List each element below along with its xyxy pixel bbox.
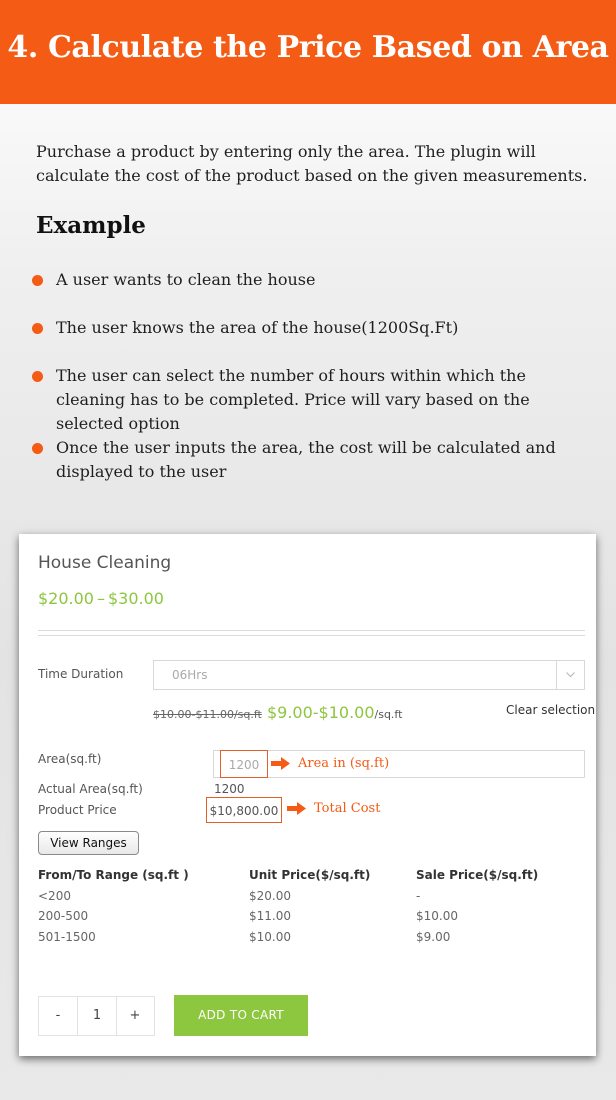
product-price-label: Product Price [38, 803, 117, 817]
chevron-down-icon[interactable] [556, 661, 584, 689]
area-input[interactable] [220, 750, 268, 778]
table-cell: - [416, 889, 421, 903]
table-cell: $20.00 [249, 889, 291, 903]
table-header: Sale Price($/sq.ft) [416, 868, 539, 882]
page-title: 4. Calculate the Price Based on Area [7, 30, 609, 65]
table-cell: <200 [38, 889, 71, 903]
intro-text: Purchase a product by entering only the area. The plugin will calculate the cost of the product based on the given measurements. [36, 142, 588, 185]
bullet-icon [32, 275, 43, 286]
area-annotation: Area in (sq.ft) [298, 756, 390, 771]
time-duration-value: 06Hrs [172, 668, 208, 682]
product-title: House Cleaning [38, 553, 172, 573]
quantity-increase-button[interactable]: + [129, 1008, 141, 1023]
variation-price [153, 703, 402, 722]
example-heading: Example [36, 212, 146, 239]
table-cell: 200-500 [38, 909, 89, 923]
quantity-decrease-button[interactable]: - [55, 1008, 61, 1023]
view-ranges-button[interactable]: View Ranges [38, 831, 139, 855]
product-price-box [206, 797, 282, 823]
actual-area-value: 1200 [214, 782, 245, 796]
bullet-icon [32, 323, 43, 334]
header-banner [0, 0, 616, 104]
time-duration-select[interactable] [153, 660, 585, 690]
table-cell: $11.00 [249, 909, 291, 923]
price-min: $20.00 [38, 589, 94, 608]
table-cell: $9.00 [416, 930, 451, 944]
area-value: 1200 [228, 758, 260, 772]
time-duration-label: Time Duration [38, 667, 124, 681]
bullet-icon [32, 443, 43, 454]
area-input-field[interactable] [213, 750, 585, 778]
new-price: $9.00-$10.00 [266, 703, 375, 722]
actual-area-label: Actual Area(sq.ft) [38, 782, 143, 796]
product-price-value: $10,800.00 [209, 804, 279, 818]
table-header: Unit Price($/sq.ft) [249, 868, 371, 882]
divider [38, 630, 585, 631]
product-card [19, 534, 596, 1056]
table-cell: $10.00 [249, 930, 291, 944]
price-range [38, 589, 164, 608]
price-unit: /sq.ft [374, 708, 403, 721]
table-header: From/To Range (sq.ft ) [38, 868, 189, 882]
total-cost-annotation: Total Cost [314, 801, 381, 816]
price-separator: – [96, 589, 105, 608]
price-max: $30.00 [107, 589, 164, 608]
quantity-input[interactable]: 1 [92, 1008, 102, 1023]
quantity-stepper [38, 996, 155, 1036]
bullet-icon [32, 371, 43, 382]
table-cell: 501-1500 [38, 930, 96, 944]
old-price: $10.00-$11.00/sq.ft [153, 708, 262, 721]
add-to-cart-button[interactable]: ADD TO CART [174, 995, 308, 1036]
area-label: Area(sq.ft) [38, 752, 102, 766]
clear-selection-link[interactable]: Clear selection [506, 703, 596, 717]
divider [38, 635, 585, 636]
arrow-right-icon [287, 802, 307, 815]
arrow-right-icon [271, 757, 291, 770]
table-cell: $10.00 [416, 909, 458, 923]
